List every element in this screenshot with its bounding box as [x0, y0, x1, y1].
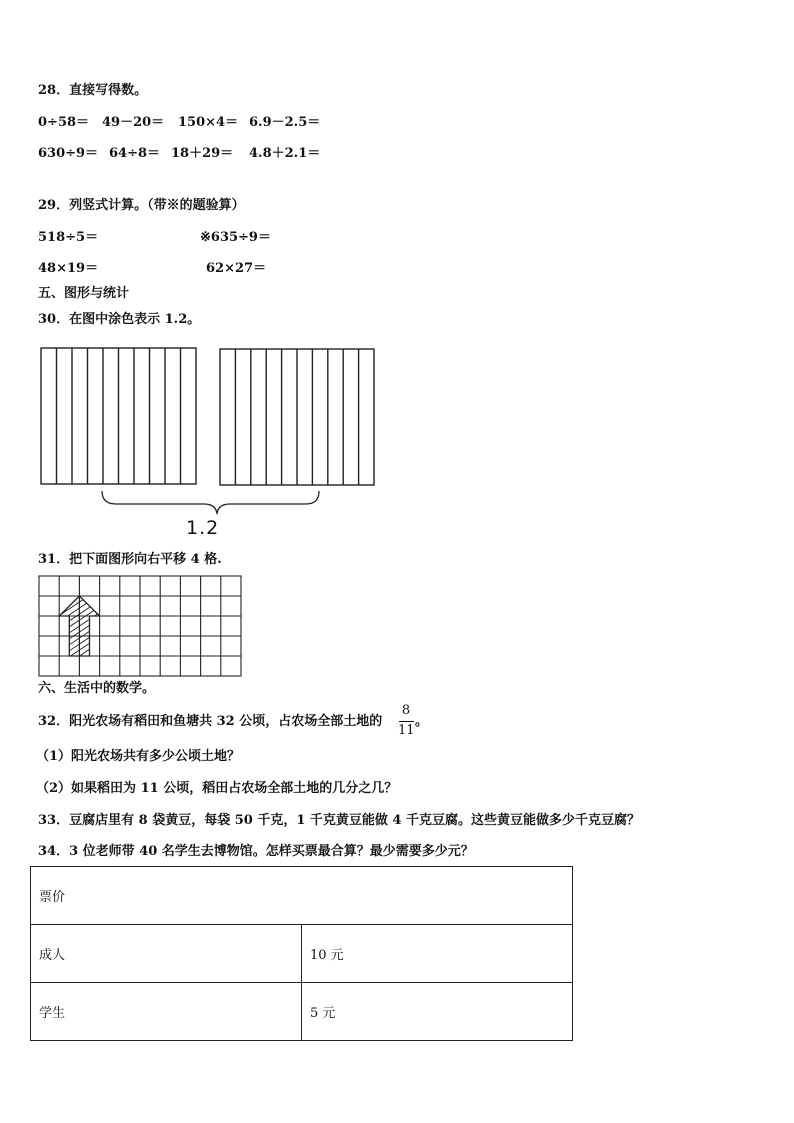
- q28-item: 18＋29＝: [171, 146, 234, 161]
- section-heading: 五、图形与统计: [38, 286, 130, 301]
- q28-item: 49－20＝: [102, 115, 165, 130]
- decimal-strip-figure: [36, 344, 381, 544]
- table-row: [31, 983, 573, 1041]
- q28-item: 4.8＋2.1＝: [249, 146, 321, 161]
- q32-sub2: （2）如果稻田为 11 公顷，稻田占农场全部土地的几分之几？: [36, 781, 398, 796]
- q28-item: 0÷58＝: [38, 115, 90, 130]
- arrow-shape: [36, 573, 174, 681]
- q29-item: 62×27＝: [206, 261, 267, 276]
- ticket-price-table: [30, 866, 573, 1041]
- rectangle-1: [41, 348, 196, 484]
- q32-title: 32．阳光农场有稻田和鱼塘共 32 公顷，占农场全部土地的: [38, 714, 383, 729]
- q29-item: 48×19＝: [38, 261, 99, 276]
- table-row: [31, 867, 573, 925]
- q29-title: 29．列竖式计算。（带※的题验算）: [38, 198, 245, 213]
- fraction-denominator: 11: [398, 723, 415, 738]
- table-header: 票价: [31, 867, 573, 925]
- fraction-numerator: 8: [401, 703, 411, 718]
- table-row: [31, 925, 573, 983]
- q28-item: 6.9－2.5＝: [249, 115, 321, 130]
- section-heading: 六、生活中的数学。: [38, 681, 156, 696]
- q28-item: 630÷9＝: [38, 146, 99, 161]
- q34-title: 34．3 位老师带 40 名学生去博物馆。怎样买票最合算？最少需要多少元？: [38, 844, 474, 859]
- q32-title-end: 。: [415, 714, 429, 729]
- q29-item: ※635÷9＝: [200, 230, 271, 245]
- q29-item: 518÷5＝: [38, 230, 99, 245]
- brace-label: 1.2: [186, 517, 220, 539]
- q28-item: 150×4＝: [178, 115, 239, 130]
- q32-sub1: （1）阳光农场共有多少公顷土地？: [36, 749, 241, 764]
- table-cell-price: 10 元: [302, 925, 573, 983]
- table-cell-price: 5 元: [302, 983, 573, 1041]
- rectangle-2: [220, 349, 374, 485]
- table-cell-label: 成人: [31, 925, 302, 983]
- q30-title: 30．在图中涂色表示 1.2。: [38, 312, 201, 327]
- q28-item: 64÷8＝: [109, 146, 161, 161]
- fraction-bar: [399, 721, 414, 722]
- translation-grid: [36, 573, 246, 681]
- brace: [102, 491, 319, 514]
- table-cell-label: 学生: [31, 983, 302, 1041]
- q28-title: 28．直接写得数。: [38, 83, 148, 98]
- q33-title: 33．豆腐店里有 8 袋黄豆，每袋 50 千克，1 千克黄豆能做 4 千克豆腐。这些黄豆能做多少千克豆腐？: [38, 813, 640, 828]
- q31-title: 31．把下面图形向右平移 4 格.: [38, 552, 222, 567]
